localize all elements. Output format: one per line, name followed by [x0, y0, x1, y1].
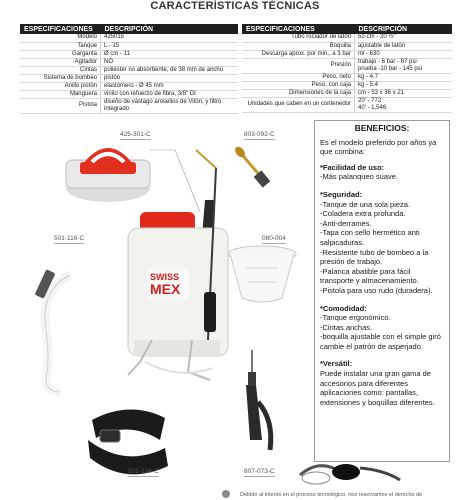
spec-value: kg - 5.4 [355, 81, 453, 89]
column-header-desc: DESCRIPCIÓN [355, 24, 453, 34]
spec-key: Pistola [20, 98, 101, 113]
spec-key: Garganta [20, 50, 101, 58]
benefit-heading: *Comodidad: [320, 303, 367, 313]
part-code-hose: 501-116-C [54, 235, 85, 242]
nozzle-detail-image [233, 145, 270, 188]
spec-key: Presión [242, 58, 355, 73]
straps-image [88, 409, 168, 474]
benefit-item: -Palanca abatible para fácil transporte y almacenamiento. [320, 266, 419, 286]
spec-value: kg - 4.7 [355, 73, 453, 81]
benefit-item: -Cintas anchas. [320, 322, 373, 332]
strainer-image [228, 246, 296, 302]
spec-key: Sistema de bombeo [20, 74, 101, 82]
spec-value: cm - 53 x 36 x 21 [355, 89, 453, 97]
benefit-item: -Anti-derrames. [320, 218, 372, 228]
benefit-heading: *Facilidad de uso: [320, 162, 385, 172]
spec-key: Unidades que caben en un contenedor [242, 97, 355, 112]
benefit-item: -Pistola para uso rudo (duradera). [320, 285, 433, 295]
spec-value: diseño de vástago arosellos de Vitón, y filtro integrado [101, 98, 239, 113]
footer-disclaimer: Debido al interés en el proceso tecnológico, nos reservamos el derecho de [240, 492, 423, 498]
spec-value: trabajo - 6 bar - 87 psi prueba -10 bar - 145 psi [355, 58, 453, 73]
part-code-strainer: 080-004 [262, 235, 286, 242]
spec-key: Peso, neto [242, 73, 355, 81]
spec-value: ajustable de latón [355, 42, 453, 50]
benefit-item: -Tanque de una sola pieza. [320, 199, 411, 209]
brand-logo-line2: MEX [150, 281, 181, 297]
spec-key: Manguera [20, 90, 101, 98]
spec-value: L - 15 [101, 42, 239, 50]
benefit-item: -Coladera extra profunda. [320, 209, 406, 219]
spec-value: Ø cm - 11 [101, 50, 239, 58]
part-code-nozzle: 803-092-C [244, 131, 275, 138]
benefit-item: Puede instalar una gran gama de accesorios para diferentes aplicaciones como: pantallas, extensiones y boquillas diferentes. [320, 369, 435, 407]
benefit-item: -Más palanqueo suave. [320, 172, 398, 182]
spec-value: 52-cm - 20 ½" [355, 34, 453, 42]
spec-key: Descarga aprox. por min., a 3 bar [242, 50, 355, 58]
benefit-item: -Resistente tubo de bombeo a la presión de trabajo. [320, 247, 429, 267]
spray-gun-image [246, 350, 271, 450]
column-header-spec: ESPECIFICACIONES [242, 24, 355, 34]
column-header-spec: ESPECIFICACIONES [20, 24, 101, 34]
part-code-straps: 501-134-C [128, 468, 159, 475]
benefit-item: -Tanque ergonómico. [320, 313, 391, 323]
spec-key: Modelo [20, 34, 101, 42]
spec-key: Dimensiones de la caja [242, 89, 355, 97]
spec-value: ml - 630 [355, 50, 453, 58]
benefits-intro: Es el modelo preferido por años ya que combina: [320, 137, 437, 157]
spec-key: Agitador [20, 58, 101, 66]
lid-detail-image [66, 148, 150, 202]
benefit-item: -Tapa con sello hermético anti salpicaduras. [320, 228, 420, 247]
benefits-title: BENEFICIOS: [354, 123, 410, 133]
brand-logo-line1: SWISS [150, 272, 180, 282]
spec-key: Cintas [20, 66, 101, 74]
spec-value: poliéster no absorbente, de 38 mm de ancho [101, 66, 239, 74]
spec-key: Tubo rociador de latón [242, 34, 355, 42]
accessory-thumbnails [300, 464, 400, 484]
benefit-item: -boquilla ajustable con el simple giró cambie el patrón de asperjado. [320, 332, 441, 351]
spec-key: Peso, con caja [242, 81, 355, 89]
spec-key: Tanque [20, 42, 101, 50]
part-code-gun: 807-073-C [244, 468, 275, 475]
page-title: CARACTERÍSTICAS TÉCNICAS [150, 0, 320, 12]
spec-value: vinilo con refuerzo de fibra, 3/8" DI [101, 90, 239, 98]
spec-value: 425015 [101, 34, 239, 42]
benefit-heading: *Versátil: [320, 359, 353, 369]
column-header-desc: DESCRIPCIÓN [101, 24, 239, 34]
spec-value: 20' - 772 40' - 1,546 [355, 97, 453, 112]
part-code-lid: 425-301-C [120, 131, 151, 138]
callout-line-lid [150, 150, 200, 212]
spec-value: NO [101, 58, 239, 66]
spec-key: Anillo pistón [20, 82, 101, 90]
hose-detail-image [35, 269, 70, 392]
benefits-box [314, 120, 450, 462]
spec-key: Boquilla [242, 42, 355, 50]
footer-logo [222, 490, 230, 498]
spec-value: elastómero - Ø 45 mm [101, 82, 239, 90]
spec-value: pistón [101, 74, 239, 82]
benefit-heading: *Seguridad: [320, 189, 363, 199]
